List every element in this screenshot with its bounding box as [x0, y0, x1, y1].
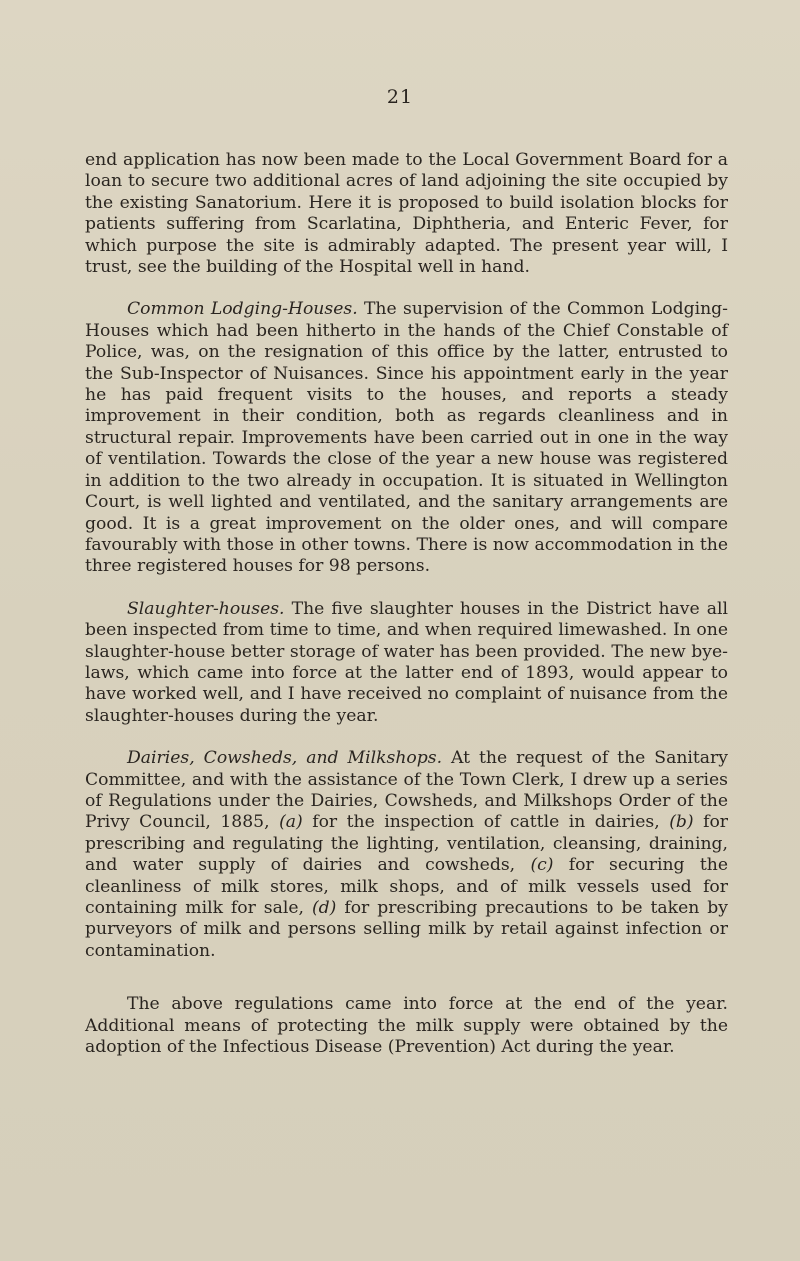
section-heading-lodging-houses: Common Lodging-Houses. — [127, 299, 358, 320]
paragraph-text: for securing the cleanliness of milk stores, milk shops, and of milk vessels used for containing milk for sale, — [85, 855, 728, 918]
paragraph-text: for prescribing precautions to be taken by purveyors of milk and persons selling milk by retail against infection or contamination. — [85, 898, 728, 961]
paragraph-text: The five slaughter houses in the District have all been inspected from time to time, and when required limewashed. In one slaughter-house better storage of water has been provided. The new bye-laws, which came into force at the latter end of 1893, would appear to have worked well, and I have received no complaint of nuisance from the slaughter-houses during the year. — [85, 598, 728, 726]
page-number: 21 — [386, 86, 414, 108]
list-marker-c: (c) — [530, 855, 554, 876]
paragraph-text: end application has now been made to the Local Government Board for a loan to secure two additional acres of land adjoining the site occupied by the existing Sanatorium. Here it is proposed to build isolation blocks for patients suffering from Scarlatina, Diphtheria, and Enteric Fever, for which purpose the site is admirably adapted. The present year will, I trust, see the building of the Hospital well in hand. — [85, 150, 728, 278]
body-text — [85, 150, 728, 1058]
list-marker-a: (a) — [279, 812, 303, 833]
paragraph-text: The supervision of the Common Lodging-Houses which had been hitherto in the hands of the Chief Constable of Police, was, on the resignation of this office by the latter, entrusted to the Sub-Inspector of Nuisances. Since his appointment early in the year he has paid frequent visits to the houses, and reports a steady improvement in their condition, both as regards cleanliness and in structural repair. Improvements have been carried out in one in the way of ventilation. Towards the close of the year a new house was registered in addition to the two already in occupation. It is situated in Wellington Court, is well lighted and ventilated, and the sanitary arrangements are good. It is a great improvement on the older ones, and will compare favourably with those in other towns. There is now accommodation in the three registered houses for 98 persons. — [85, 299, 728, 577]
section-heading-dairies: Dairies, Cowsheds, and Milkshops. — [127, 748, 443, 769]
paragraph-dairies — [85, 748, 728, 962]
list-marker-d: (d) — [311, 898, 337, 918]
paragraph-text: for prescribing and regulating the lighting, ventilation, cleansing, draining, and water supply of dairies and cowsheds, — [85, 812, 729, 876]
paragraph-slaughter-houses — [85, 599, 728, 727]
paragraph-text: for the inspection of cattle in dairies, — [302, 812, 670, 833]
section-heading-slaughter-houses: Slaughter-houses. — [127, 598, 285, 619]
paragraph-regulations — [85, 994, 728, 1058]
list-marker-b: (b) — [669, 812, 694, 833]
paragraph-text: At the request of the Sanitary Committee, and with the assistance of the Town Clerk, I drew up a series of Regulations under the Dairies, Cowsheds, and Milkshops Order of the Privy Council, 1885, — [85, 748, 728, 833]
paragraph-sanatorium — [85, 150, 728, 278]
paragraph-lodging-houses — [85, 299, 728, 577]
paragraph-text: The above regulations came into force at the end of the year. Additional means of protecting the milk supply were obtained by the adoption of the Infectious Disease (Prevention) Act during the year. — [85, 994, 728, 1058]
